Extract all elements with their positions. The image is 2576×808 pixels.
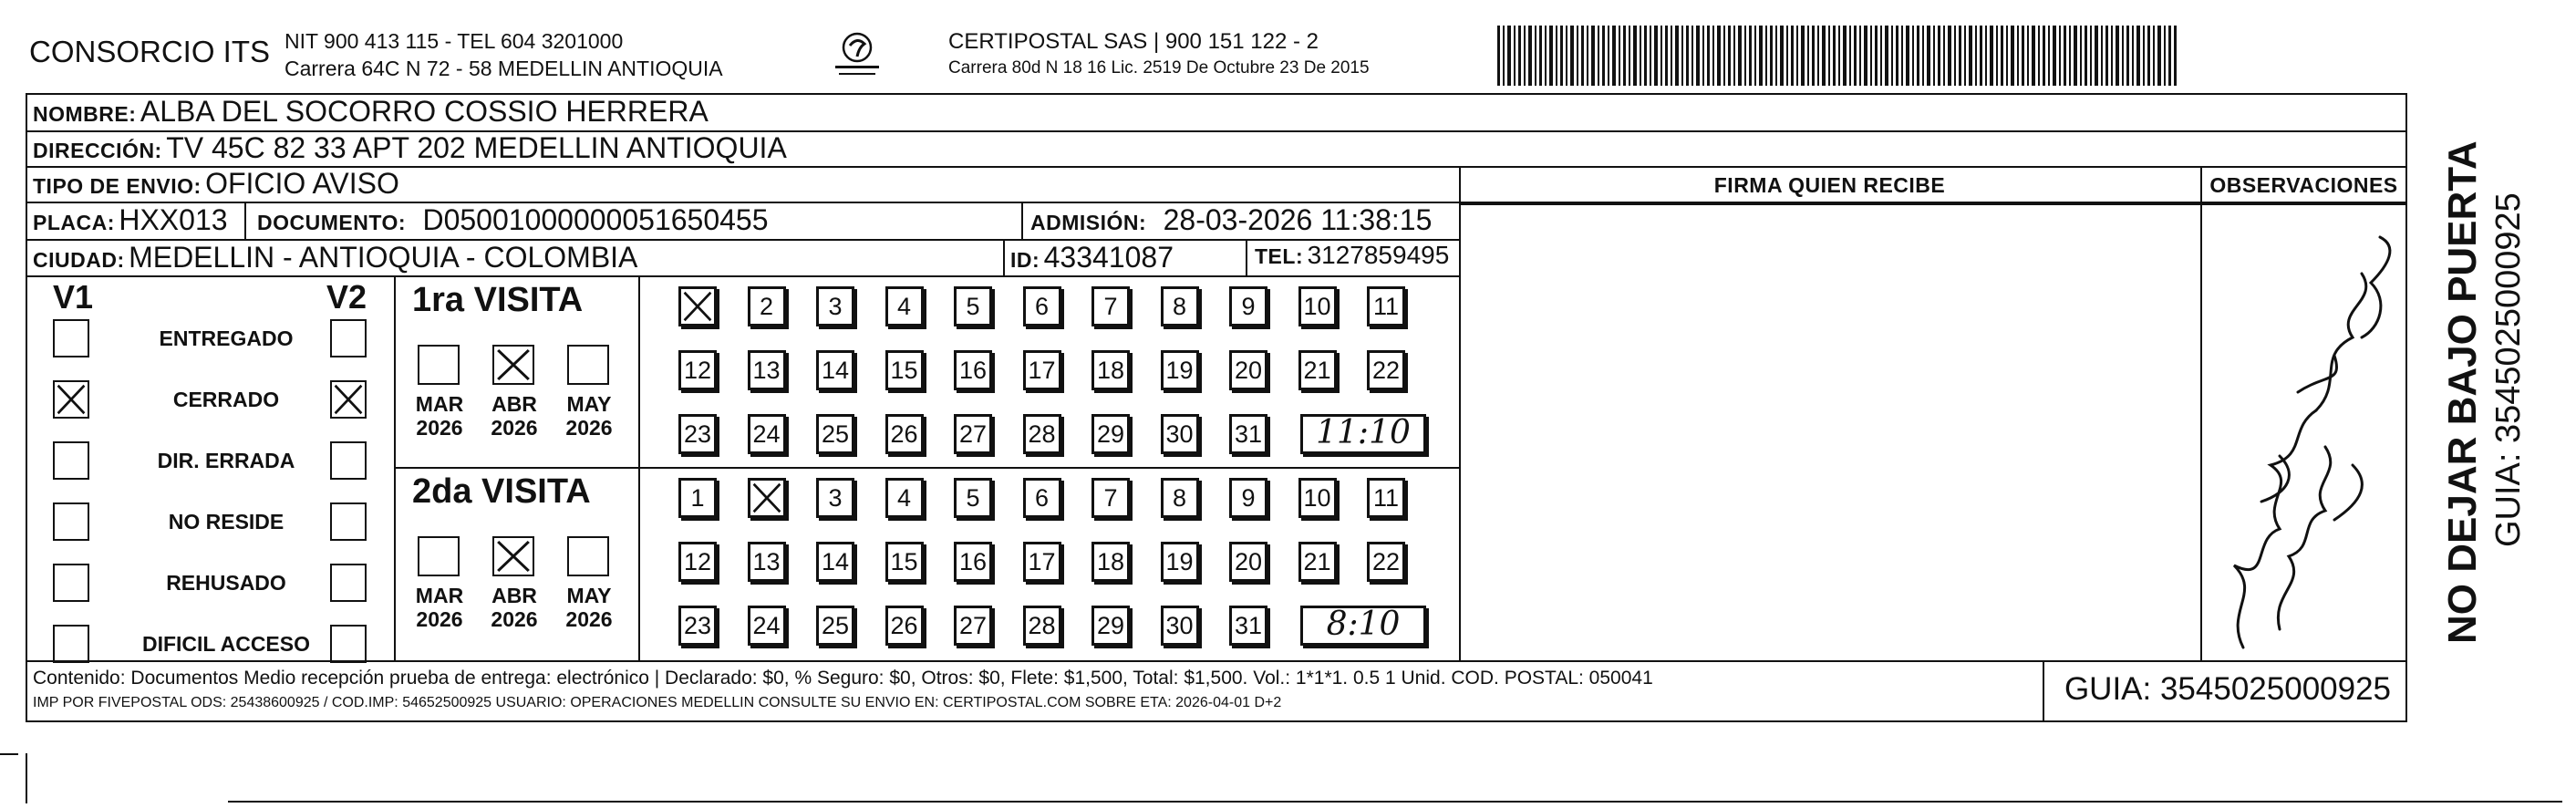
v2-checkbox[interactable] — [330, 625, 367, 663]
day-box[interactable]: 22 — [1367, 542, 1405, 582]
month-checkbox[interactable] — [418, 536, 460, 576]
v2-header: V2 — [326, 278, 367, 316]
ciudad-value: MEDELLIN - ANTIOQUIA - COLOMBIA — [129, 241, 638, 274]
day-box[interactable]: 9 — [1229, 286, 1267, 326]
id-label: ID: — [1010, 248, 1040, 272]
day-box[interactable]: 18 — [1091, 350, 1130, 390]
month-label: ABR 2026 — [491, 584, 538, 631]
v2-checkbox[interactable] — [330, 380, 367, 419]
day-box[interactable]: 21 — [1298, 350, 1337, 390]
tipo-value: OFICIO AVISO — [205, 167, 399, 200]
day-box[interactable]: 27 — [954, 414, 992, 454]
carrier-name: CERTIPOSTAL SAS | 900 151 122 - 2 — [948, 29, 1319, 54]
month-checkbox[interactable] — [418, 345, 460, 385]
day-box[interactable]: 25 — [816, 414, 854, 454]
day-box[interactable]: 26 — [885, 414, 924, 454]
day-box[interactable]: 2 — [748, 286, 786, 326]
ciudad-label: CIUDAD: — [33, 248, 125, 272]
nombre-label: NOMBRE: — [33, 102, 137, 126]
observaciones-header: OBSERVACIONES — [2209, 173, 2398, 197]
day-box[interactable]: 3 — [816, 286, 854, 326]
nombre-row — [33, 95, 709, 129]
v2-checkbox[interactable] — [330, 502, 367, 541]
x-mark-icon — [494, 538, 533, 575]
time-box[interactable]: 8:10 — [1300, 606, 1426, 646]
day-box[interactable]: 17 — [1023, 542, 1061, 582]
v1-checkbox[interactable] — [53, 502, 89, 541]
day-box[interactable]: 19 — [1161, 350, 1199, 390]
day-box[interactable]: 6 — [1023, 478, 1061, 518]
day-box[interactable]: 16 — [954, 350, 992, 390]
month-label: MAY 2026 — [565, 584, 613, 631]
documento-cell — [257, 203, 769, 237]
side-title: NO DEJAR BAJO PUERTA — [2440, 140, 2485, 644]
day-box[interactable]: 4 — [885, 286, 924, 326]
documento-label: DOCUMENTO: — [257, 211, 407, 234]
day-box[interactable]: 21 — [1298, 542, 1337, 582]
day-box[interactable]: 29 — [1091, 414, 1130, 454]
visit2-title: 2da VISITA — [412, 472, 591, 511]
v1-checkbox[interactable] — [53, 319, 89, 357]
id-cell — [1010, 241, 1174, 275]
day-box[interactable]: 23 — [678, 606, 717, 646]
day-box[interactable]: 15 — [885, 350, 924, 390]
v1-checkbox[interactable] — [53, 564, 89, 602]
day-box[interactable]: 28 — [1023, 414, 1061, 454]
day-box[interactable]: 12 — [678, 542, 717, 582]
tel-cell — [1255, 241, 1449, 270]
admision-value: 28-03-2026 11:38:15 — [1163, 203, 1433, 236]
month-checkbox[interactable] — [492, 345, 534, 385]
status-label: ENTREGADO — [159, 326, 294, 350]
signature — [2207, 228, 2407, 657]
tel-label: TEL: — [1255, 244, 1304, 268]
day-box[interactable]: 11 — [1367, 478, 1405, 518]
day-box[interactable]: 1 — [678, 478, 717, 518]
day-box[interactable] — [748, 478, 786, 518]
month-checkbox[interactable] — [567, 536, 609, 576]
day-box[interactable]: 22 — [1367, 350, 1405, 390]
v1-header: V1 — [53, 278, 94, 316]
x-mark-icon — [494, 347, 533, 383]
v2-checkbox[interactable] — [330, 319, 367, 357]
scan-mark — [228, 801, 2562, 803]
day-box[interactable]: 13 — [748, 350, 786, 390]
x-mark-icon — [55, 382, 88, 417]
footer-contenido: Contenido: Documentos Medio recepción prueba de entrega: electrónico | Declarado: $0, % Seguro: $0, Otros: $0, Flete: $1,500, Total: $1,500. Vol.: 1*1*1. 0.5 1 Unid. COD. POSTAL: 050041 — [33, 668, 1653, 689]
side-guia: GUIA: 3545025000925 — [2489, 192, 2528, 547]
day-box[interactable]: 8 — [1161, 478, 1199, 518]
day-box[interactable]: 17 — [1023, 350, 1061, 390]
month-label: MAY 2026 — [565, 392, 613, 440]
status-label: DIR. ERRADA — [157, 449, 295, 472]
day-box[interactable]: 18 — [1091, 542, 1130, 582]
x-mark-icon — [332, 382, 365, 417]
day-box[interactable]: 29 — [1091, 606, 1130, 646]
nombre-value: ALBA DEL SOCORRO COSSIO HERRERA — [140, 95, 709, 128]
day-box[interactable]: 27 — [954, 606, 992, 646]
day-box[interactable]: 25 — [816, 606, 854, 646]
day-box[interactable]: 13 — [748, 542, 786, 582]
id-value: 43341087 — [1043, 241, 1174, 274]
v2-checkbox[interactable] — [330, 441, 367, 480]
v1-checkbox[interactable] — [53, 625, 89, 663]
scan-mark — [26, 753, 27, 803]
v1-checkbox[interactable] — [53, 380, 89, 419]
tipo-label: TIPO DE ENVIO: — [33, 174, 202, 198]
company-address: Carrera 64C N 72 - 58 MEDELLIN ANTIOQUIA — [284, 57, 723, 80]
day-box[interactable]: 5 — [954, 286, 992, 326]
direccion-value: TV 45C 82 33 APT 202 MEDELLIN ANTIOQUIA — [166, 131, 787, 164]
tel-value: 3127859495 — [1307, 241, 1450, 269]
admision-label: ADMISIÓN: — [1030, 211, 1147, 234]
day-box[interactable]: 4 — [885, 478, 924, 518]
day-box[interactable]: 26 — [885, 606, 924, 646]
day-box[interactable]: 31 — [1229, 414, 1267, 454]
documento-value: D05001000000051650455 — [422, 203, 769, 236]
day-box[interactable]: 14 — [816, 542, 854, 582]
status-label: DIFICIL ACCESO — [141, 632, 310, 656]
footer-guia: GUIA: 3545025000925 — [2064, 671, 2392, 707]
day-box[interactable]: 16 — [954, 542, 992, 582]
day-box[interactable]: 30 — [1161, 606, 1199, 646]
day-box[interactable]: 30 — [1161, 414, 1199, 454]
day-box[interactable]: 7 — [1091, 478, 1130, 518]
status-label: REHUSADO — [166, 571, 286, 595]
carrier-license: Carrera 80d N 18 16 Lic. 2519 De Octubre 23 De 2015 — [948, 58, 1370, 78]
placa-value: HXX013 — [119, 203, 228, 236]
company-name: CONSORCIO ITS — [29, 35, 271, 68]
tipo-row — [33, 167, 399, 201]
day-box[interactable]: 5 — [954, 478, 992, 518]
day-box[interactable]: 11 — [1367, 286, 1405, 326]
month-label: ABR 2026 — [491, 392, 538, 440]
day-box[interactable]: 9 — [1229, 478, 1267, 518]
month-label: MAR 2026 — [415, 584, 464, 631]
logo-icon — [830, 27, 885, 82]
day-box[interactable]: 10 — [1298, 286, 1337, 326]
day-box[interactable]: 31 — [1229, 606, 1267, 646]
day-box[interactable]: 15 — [885, 542, 924, 582]
certipostal-logo — [830, 27, 885, 82]
day-box[interactable]: 20 — [1229, 542, 1267, 582]
scan-mark — [0, 753, 18, 755]
x-mark-icon — [750, 481, 783, 515]
v1-checkbox[interactable] — [53, 441, 89, 480]
day-box[interactable]: 10 — [1298, 478, 1337, 518]
signature-scribble — [2207, 228, 2407, 657]
day-box[interactable]: 20 — [1229, 350, 1267, 390]
month-checkbox[interactable] — [492, 536, 534, 576]
status-label: NO RESIDE — [168, 510, 284, 533]
status-label: CERRADO — [172, 388, 280, 411]
month-checkbox[interactable] — [567, 345, 609, 385]
day-box[interactable]: 6 — [1023, 286, 1061, 326]
day-box[interactable]: 24 — [748, 414, 786, 454]
day-box[interactable]: 7 — [1091, 286, 1130, 326]
v2-checkbox[interactable] — [330, 564, 367, 602]
day-box[interactable]: 28 — [1023, 606, 1061, 646]
day-box[interactable]: 14 — [816, 350, 854, 390]
day-box[interactable]: 23 — [678, 414, 717, 454]
barcode — [1497, 26, 2177, 86]
direccion-row — [33, 131, 787, 165]
day-box[interactable]: 3 — [816, 478, 854, 518]
footer-imp: IMP POR FIVEPOSTAL ODS: 25438600925 / COD.IMP: 54652500925 USUARIO: OPERACIONES MEDELLIN CONSULTE SU ENVIO EN: CERTIPOSTAL.COM SOBRE ETA: 2026-04-01 D+2 — [33, 695, 1282, 710]
admision-cell — [1030, 203, 1432, 237]
day-box[interactable]: 24 — [748, 606, 786, 646]
ciudad-cell — [33, 241, 637, 275]
day-box[interactable] — [678, 286, 717, 326]
barcode-icon — [1497, 26, 2177, 86]
placa-cell — [33, 203, 228, 237]
firma-header: FIRMA QUIEN RECIBE — [1713, 173, 1946, 197]
visit1-title: 1ra VISITA — [412, 281, 584, 319]
day-box[interactable]: 12 — [678, 350, 717, 390]
x-mark-icon — [681, 289, 714, 324]
month-label: MAR 2026 — [415, 392, 464, 440]
day-box[interactable]: 19 — [1161, 542, 1199, 582]
direccion-label: DIRECCIÓN: — [33, 139, 162, 162]
day-box[interactable]: 8 — [1161, 286, 1199, 326]
time-box[interactable]: 11:10 — [1300, 414, 1426, 454]
placa-label: PLACA: — [33, 211, 115, 234]
company-nit: NIT 900 413 115 - TEL 604 3201000 — [284, 29, 624, 53]
